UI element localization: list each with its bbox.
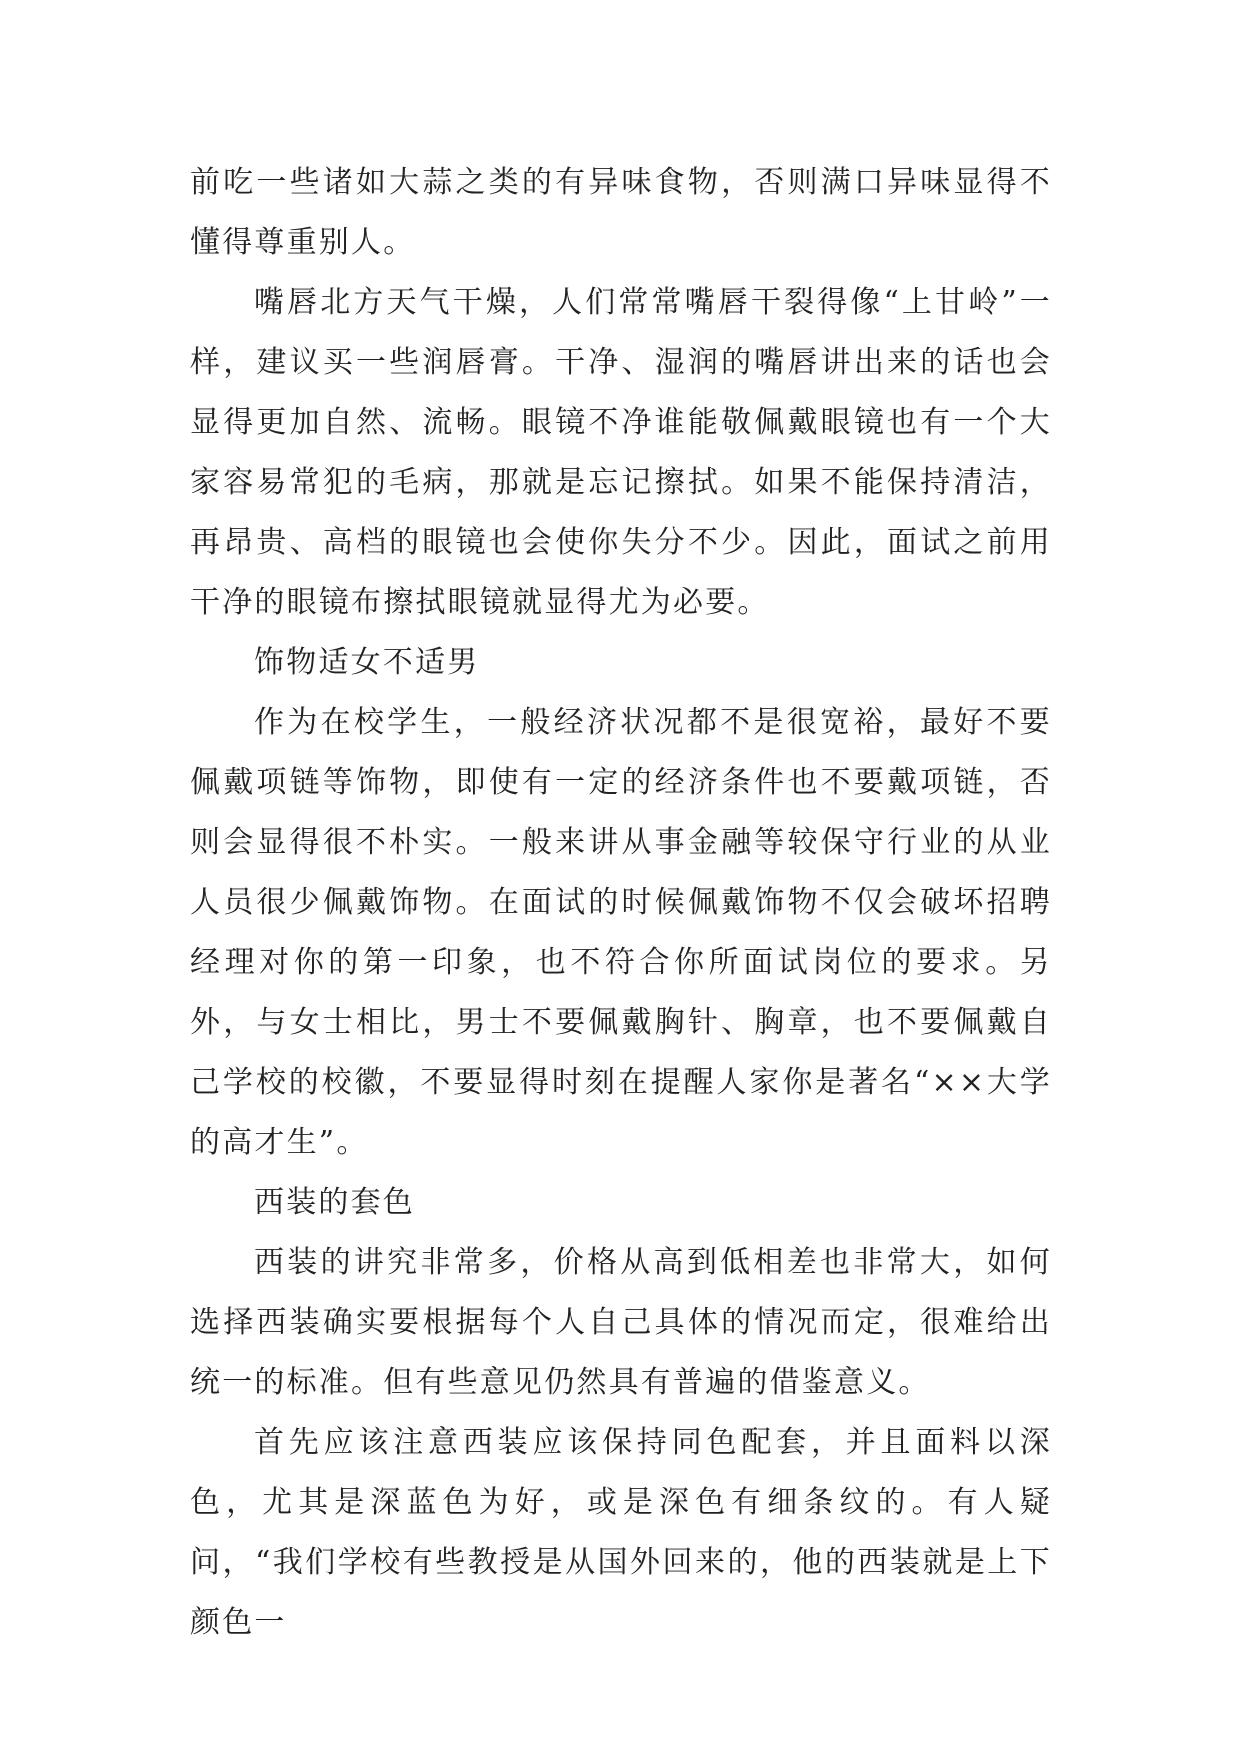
- paragraph-accessories: 作为在校学生，一般经济状况都不是很宽裕，最好不要佩戴项链等饰物，即使有一定的经济条件也不要戴项链，否则会显得很不朴实。一般来讲从事金融等较保守行业的从业人员很少佩戴饰物。在面试的时候佩戴饰物不仅会破坏招聘经理对你的第一印象，也不符合你所面试岗位的要求。另外，与女士相比，男士不要佩戴胸针、胸章，也不要佩戴自己学校的校徽，不要显得时刻在提醒人家你是著名“××大学的高才生”。: [190, 705, 1052, 1160]
- section-heading-suit-color: 西装的套色: [254, 1185, 415, 1220]
- section-heading-accessories: 饰物适女不适男: [254, 645, 480, 680]
- document-body: [190, 153, 1052, 1653]
- paragraph-suit-intro: 西装的讲究非常多，价格从高到低相差也非常大，如何选择西装确实要根据每个人自己具体的情况而定，很难给出统一的标准。但有些意见仍然具有普遍的借鉴意义。: [190, 1245, 1052, 1400]
- paragraph-suit-color: 首先应该注意西装应该保持同色配套，并且面料以深色，尤其是深蓝色为好，或是深色有细条纹的。有人疑问，“我们学校有些教授是从国外回来的，他的西装就是上下颜色一: [190, 1425, 1052, 1640]
- paragraph-continuation: 前吃一些诸如大蒜之类的有异味食物，否则满口异味显得不懂得尊重别人。: [190, 165, 1052, 260]
- paragraph-lips-glasses: 嘴唇北方天气干燥，人们常常嘴唇干裂得像“上甘岭”一样，建议买一些润唇膏。干净、湿润的嘴唇讲出来的话也会显得更加自然、流畅。眼镜不净谁能敬佩戴眼镜也有一个大家容易常犯的毛病，那就是忘记擦拭。如果不能保持清洁，再昂贵、高档的眼镜也会使你失分不少。因此，面试之前用干净的眼镜布擦拭眼镜就显得尤为必要。: [190, 285, 1052, 620]
